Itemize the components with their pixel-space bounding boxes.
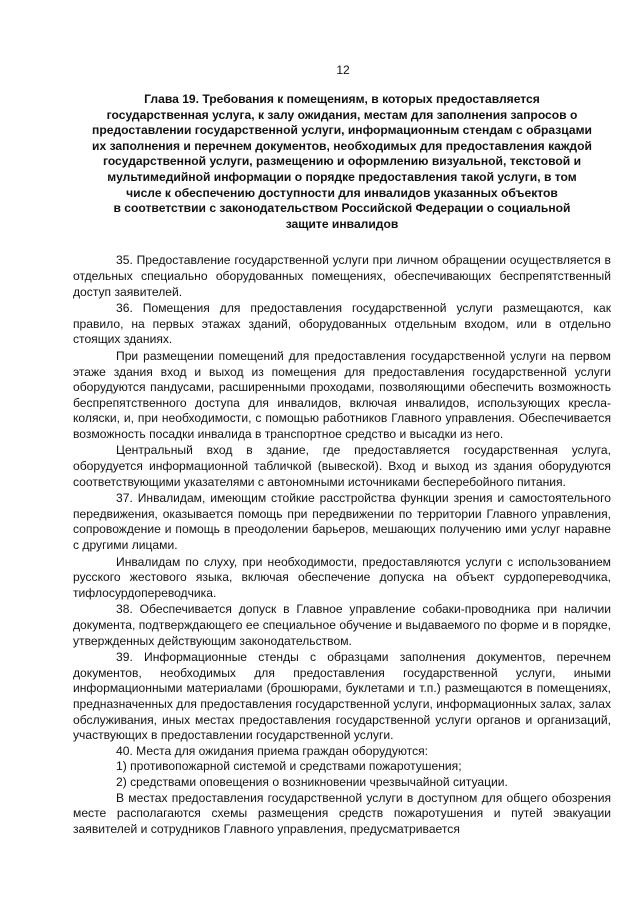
chapter-title-line: числе к обеспечению доступности для инвалидов указанных объектов (126, 185, 558, 200)
chapter-title-line: их заполнения и перечнем документов, необходимых для предоставления каждой (92, 138, 592, 153)
paragraph-35: 35. Предоставление государственной услуги при личном обращении осуществляется в отдельных специально оборудованных помещениях, обеспечивающих беспрепятственный доступ заявителей. (73, 253, 611, 299)
chapter-title-line: предоставлении государственной услуги, информационным стендам с образцами (92, 123, 592, 138)
chapter-title-line: в соответствии с законодательством Российской Федерации о социальной (113, 201, 571, 216)
paragraph-37-hearing: Инвалидам по слуху, при необходимости, предоставляются услуги с использованием русского жестового языка, включая обеспечение допуска на объект сурдопереводчика, тифлосурдопереводчика. (73, 554, 611, 600)
list-item: 2) средствами оповещения о возникновении чрезвычайной ситуации. (116, 774, 508, 789)
chapter-title-line: мультимедийной информации о порядке предоставления такой услуги, в том (107, 169, 577, 184)
paragraph-40-heading: 40. Места для ожидания приема граждан оборудуются: (116, 743, 429, 758)
chapter-title-line: защите инвалидов (285, 216, 399, 231)
paragraph-37: 37. Инвалидам, имеющим стойкие расстройства функции зрения и самостоятельного передвижения, оказывается помощь при передвижении по территории Главного управления, сопровождение и помощь в преодолении барьеров, мешающих получению ими услуг наравне с другими лицами. (73, 491, 611, 553)
paragraph-36-entrance: Центральный вход в здание, где предоставляется государственная услуга, оборудуется информационной табличкой (вывеской). Вход и выход из здания оборудуются соответствующими указателями с автономными источниками бесперебойного питания. (73, 443, 611, 489)
paragraph-36-accessibility: При размещении помещений для предоставления государственной услуги на первом этаже здания вход и выход из помещения для предоставления государственной услуги оборудуются пандусами, расширенными проходами, позволяющими обеспечить возможность беспрепятственного доступа для инвалидов, включая инвалидов, использующих кресла-коляски, и, при необходимости, с помощью работников Главного управления. Обеспечивается возможность посадки инвалида в транспортное средство и высадки из него. (73, 348, 611, 441)
paragraph-38: 38. Обеспечивается допуск в Главное управление собаки-проводника при наличии документа, подтверждающего ее специальное обучение и выдаваемого по форме и в порядке, утвержденных действующим законодательством. (73, 602, 611, 648)
paragraph-40-evacuation: В местах предоставления государственной услуги в доступном для общего обозрения месте располагаются схемы размещения средств пожаротушения и путей эвакуации заявителей и сотрудников Главного управления, предусматривается (73, 790, 611, 836)
chapter-title-line: Глава 19. Требования к помещениям, в которых предоставляется (144, 92, 540, 106)
page-number: 12 (336, 63, 350, 77)
paragraph-36: 36. Помещения для предоставления государственной услуги размещаются, как правило, на первых этажах зданий, оборудованных отдельным входом, или в отдельно стоящих зданиях. (73, 301, 611, 347)
list-item: 1) противопожарной системой и средствами пожаротушения; (116, 759, 462, 774)
paragraph-39: 39. Информационные стенды с образцами заполнения документов, перечнем документов, необходимых для предоставления государственной услуги, иными информационными материалами (брошюрами, буклетами и т.п.) размещаются в помещениях, предназначенных для предоставления государственной услуги, информационных залах, залах обслуживания, иных местах предоставления государственной услуги органов и организаций, участвующих в предоставлении государственной услуги. (73, 650, 611, 743)
chapter-title-line: государственной услуги, размещению и оформлению визуальной, текстовой и (102, 154, 582, 169)
chapter-title-line: государственная услуга, к залу ожидания, местам для заполнения запросов о (106, 107, 578, 122)
document-body (73, 253, 611, 837)
chapter-title (73, 92, 611, 232)
